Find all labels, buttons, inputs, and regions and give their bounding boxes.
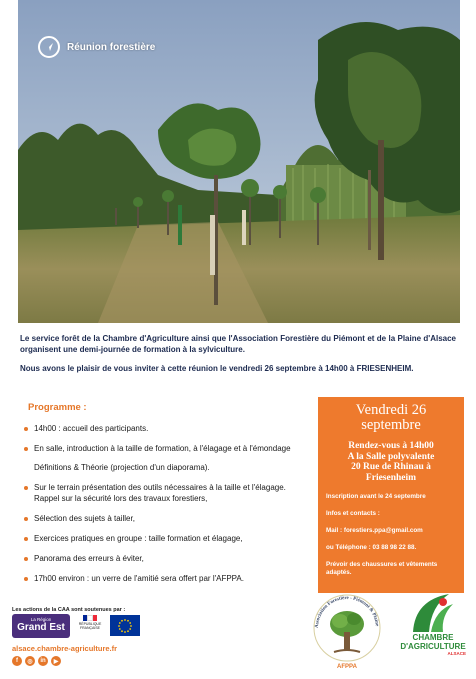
hero-title xyxy=(38,36,155,58)
programme-item-sub: Définitions & Théorie (projection d'un diaporama). xyxy=(34,463,210,472)
compass-arrow-icon xyxy=(38,36,60,58)
svg-text:AFPPA: AFPPA xyxy=(337,664,357,670)
contact-mail[interactable]: Mail : forestiers.ppa@gmail.com xyxy=(326,527,423,534)
support-text: Les actions de la CAA sont soutenues par : xyxy=(12,607,126,613)
linkedin-icon[interactable]: in xyxy=(38,656,48,666)
programme-title: Programme : xyxy=(28,402,87,413)
afppa-logo xyxy=(310,588,384,674)
intro-text xyxy=(20,333,456,382)
chambre-agriculture-logo xyxy=(396,590,470,670)
svg-text:Association Forestière - Piémo: Association Forestière - Piémont & Plaine xyxy=(314,595,379,629)
chambre-line-1: CHAMBRE xyxy=(412,633,454,642)
programme-section xyxy=(20,402,310,593)
republique-francaise-logo: RÉPUBLIQUE FRANÇAISE xyxy=(76,615,104,637)
intro-paragraph-2: Nous avons le plaisir de vous inviter à cette réunion le vendredi 26 septembre à 14h00 à FRIESENHEIM. xyxy=(20,364,414,373)
event-place: Rendez-vous à 14h00 A la Salle polyvalente 20 Rue de Rhinau à Friesenheim xyxy=(347,441,435,483)
youtube-icon[interactable]: ▶ xyxy=(51,656,61,666)
website-link[interactable]: alsace.chambre-agriculture.fr xyxy=(12,644,118,653)
inscription-deadline: Inscription avant le 24 septembre xyxy=(326,493,426,500)
contact-phone[interactable]: ou Téléphone : 03 88 98 22 88. xyxy=(326,544,417,551)
contacts-label: Infos et contacts : xyxy=(326,510,380,517)
programme-item: 17h00 environ : un verre de l'amitié sera offert par l'AFPPA. xyxy=(20,573,310,584)
facebook-icon[interactable]: f xyxy=(12,656,22,666)
eu-stars-icon xyxy=(117,618,133,634)
chambre-emblem-icon xyxy=(409,592,457,634)
french-flag-icon xyxy=(83,615,97,621)
programme-list xyxy=(20,423,310,584)
social-links xyxy=(12,656,61,666)
chambre-region: ALSACE xyxy=(447,651,466,656)
region-grand-est-logo: La Région Grand Est xyxy=(12,614,70,638)
programme-item: Panorama des erreurs à éviter, xyxy=(20,553,310,564)
programme-item: Exercices pratiques en groupe : taille formation et élagage, xyxy=(20,533,310,544)
instagram-icon[interactable]: ◎ xyxy=(25,656,35,666)
event-date: Vendredi 26 septembre xyxy=(355,402,427,433)
afppa-tree-icon xyxy=(310,588,384,674)
hero-title-text: Réunion forestière xyxy=(67,41,156,53)
intro-paragraph-1: Le service forêt de la Chambre d'Agriculture ainsi que l'Association Forestière du Piémont et de la Plaine d'Alsace organisent une demi-journée de formation à la sylviculture. xyxy=(20,334,456,354)
equipment-advice: Prévoir des chaussures et vêtements adaptés. xyxy=(326,561,438,576)
programme-item: 14h00 : accueil des participants. xyxy=(20,423,310,434)
chambre-line-2: D'AGRICULTURE xyxy=(400,641,466,651)
hero-photo xyxy=(18,0,460,323)
programme-item: Sur le terrain présentation des outils nécessaires à la taille et l'élagage. Rappel sur la sécurité lors des travaux forestiers, xyxy=(20,482,310,504)
rendezvous-box xyxy=(318,397,464,593)
programme-item: Sélection des sujets à tailler, xyxy=(20,513,310,524)
eu-flag-logo xyxy=(110,615,140,636)
programme-item: En salle, introduction à la taille de formation, à l'élagage et à l'émondage Définitions & Théorie (projection d'un diaporama). xyxy=(20,443,310,473)
